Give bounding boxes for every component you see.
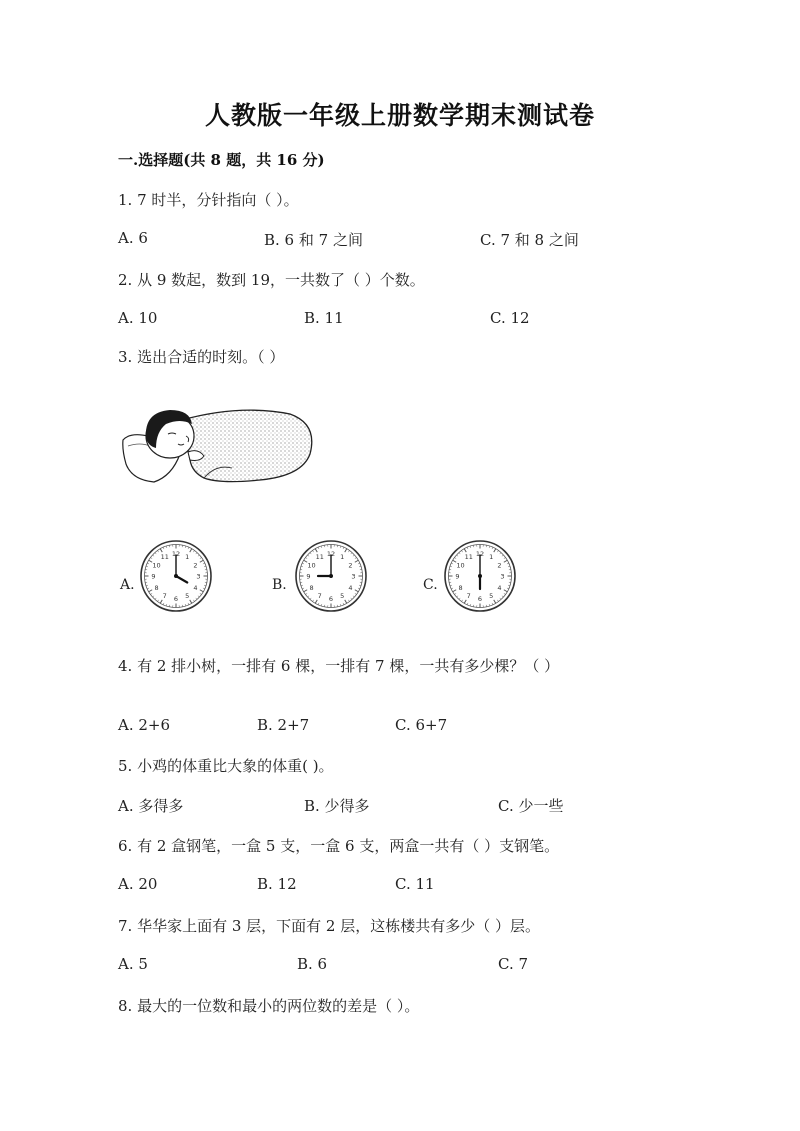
question-7: 7. 华华家上面有 3 层，下面有 2 层，这栋楼共有多少（ ）层。	[118, 917, 541, 935]
clock-number: 3	[500, 572, 505, 581]
clock-number: 12	[171, 550, 181, 558]
clock-center-pin	[478, 574, 482, 578]
q2-option-a[interactable]: A. 10	[118, 309, 158, 327]
clock-number: 11	[464, 553, 473, 562]
section-heading: 一.选择题(共 8 题，共 16 分)	[118, 151, 325, 169]
clock-number: 3	[351, 572, 356, 581]
page-title: 人教版一年级上册数学期末测试卷	[204, 101, 595, 130]
question-2: 2. 从 9 数起，数到 19，一共数了（ ）个数。	[118, 271, 425, 289]
clock-number: 11	[160, 553, 169, 562]
clock-number: 11	[315, 553, 324, 562]
clock-number: 1	[185, 553, 190, 562]
clock-number: 10	[152, 561, 161, 570]
clock-number: 1	[489, 553, 494, 562]
clock-number: 6	[477, 595, 483, 603]
q3-option-b[interactable]: B.	[272, 577, 287, 593]
clock-face-c[interactable]	[443, 539, 517, 613]
q2-option-b[interactable]: B. 11	[304, 309, 344, 327]
clock-number: 6	[173, 595, 179, 603]
clock-number: 7	[317, 591, 322, 600]
clock-number: 5	[185, 591, 190, 600]
clock-face-a[interactable]	[139, 539, 213, 613]
clock-number: 9	[151, 572, 156, 581]
q1-option-a[interactable]: A. 6	[118, 229, 148, 247]
clock-number: 6	[328, 595, 334, 603]
clock-face-b[interactable]	[294, 539, 368, 613]
q6-option-b[interactable]: B. 12	[257, 875, 297, 893]
clock-number: 2	[193, 561, 198, 570]
q5-option-c[interactable]: C. 少一些	[498, 797, 564, 815]
question-4: 4. 有 2 排小树，一排有 6 棵，一排有 7 棵，一共有多少棵？（ ）	[118, 657, 560, 675]
clock-number: 1	[340, 553, 345, 562]
question-8: 8. 最大的一位数和最小的两位数的差是（ ）。	[118, 997, 420, 1015]
clock-number: 7	[466, 591, 471, 600]
q1-option-c[interactable]: C. 7 和 8 之间	[480, 231, 579, 249]
question-6: 6. 有 2 盒钢笔，一盒 5 支，一盒 6 支，两盒一共有（ ）支钢笔。	[118, 837, 560, 855]
q1-option-b[interactable]: B. 6 和 7 之间	[264, 231, 363, 249]
clock-center-pin	[174, 574, 178, 578]
clock-number: 8	[309, 583, 314, 592]
clock-number: 4	[193, 583, 198, 592]
clock-number: 8	[154, 583, 159, 592]
q7-option-a[interactable]: A. 5	[118, 955, 148, 973]
question-1: 1. 7 时半，分针指向（ ）。	[118, 191, 299, 209]
q5-option-b[interactable]: B. 少得多	[304, 797, 370, 815]
q6-option-a[interactable]: A. 20	[118, 875, 158, 893]
q5-option-a[interactable]: A. 多得多	[118, 797, 184, 815]
clock-number: 5	[489, 591, 494, 600]
q2-option-c[interactable]: C. 12	[490, 309, 530, 327]
clock-number: 12	[475, 550, 485, 558]
sleeping-child-illustration	[120, 402, 315, 488]
q7-option-c[interactable]: C. 7	[498, 955, 529, 973]
clock-number: 10	[456, 561, 465, 570]
clock-number: 10	[307, 561, 316, 570]
clock-number: 4	[497, 583, 502, 592]
q3-option-a[interactable]: A.	[120, 577, 135, 593]
clock-number: 3	[196, 572, 201, 581]
q4-option-a[interactable]: A. 2+6	[118, 716, 171, 734]
clock-center-pin	[329, 574, 333, 578]
q7-option-b[interactable]: B. 6	[297, 955, 328, 973]
question-3: 3. 选出合适的时刻。（ ）	[118, 348, 285, 366]
question-5: 5. 小鸡的体重比大象的体重( )。	[118, 757, 334, 775]
clock-number: 2	[497, 561, 502, 570]
clock-number: 8	[458, 583, 463, 592]
q6-option-c[interactable]: C. 11	[395, 875, 435, 893]
clock-number: 7	[162, 591, 167, 600]
clock-number: 9	[306, 572, 311, 581]
clock-number: 2	[348, 561, 353, 570]
clock-number: 5	[340, 591, 345, 600]
q3-option-c[interactable]: C.	[423, 577, 438, 593]
q4-option-c[interactable]: C. 6+7	[395, 716, 448, 734]
q4-option-b[interactable]: B. 2+7	[257, 716, 310, 734]
clock-number: 12	[326, 550, 336, 558]
clock-number: 4	[348, 583, 353, 592]
clock-number: 9	[455, 572, 460, 581]
